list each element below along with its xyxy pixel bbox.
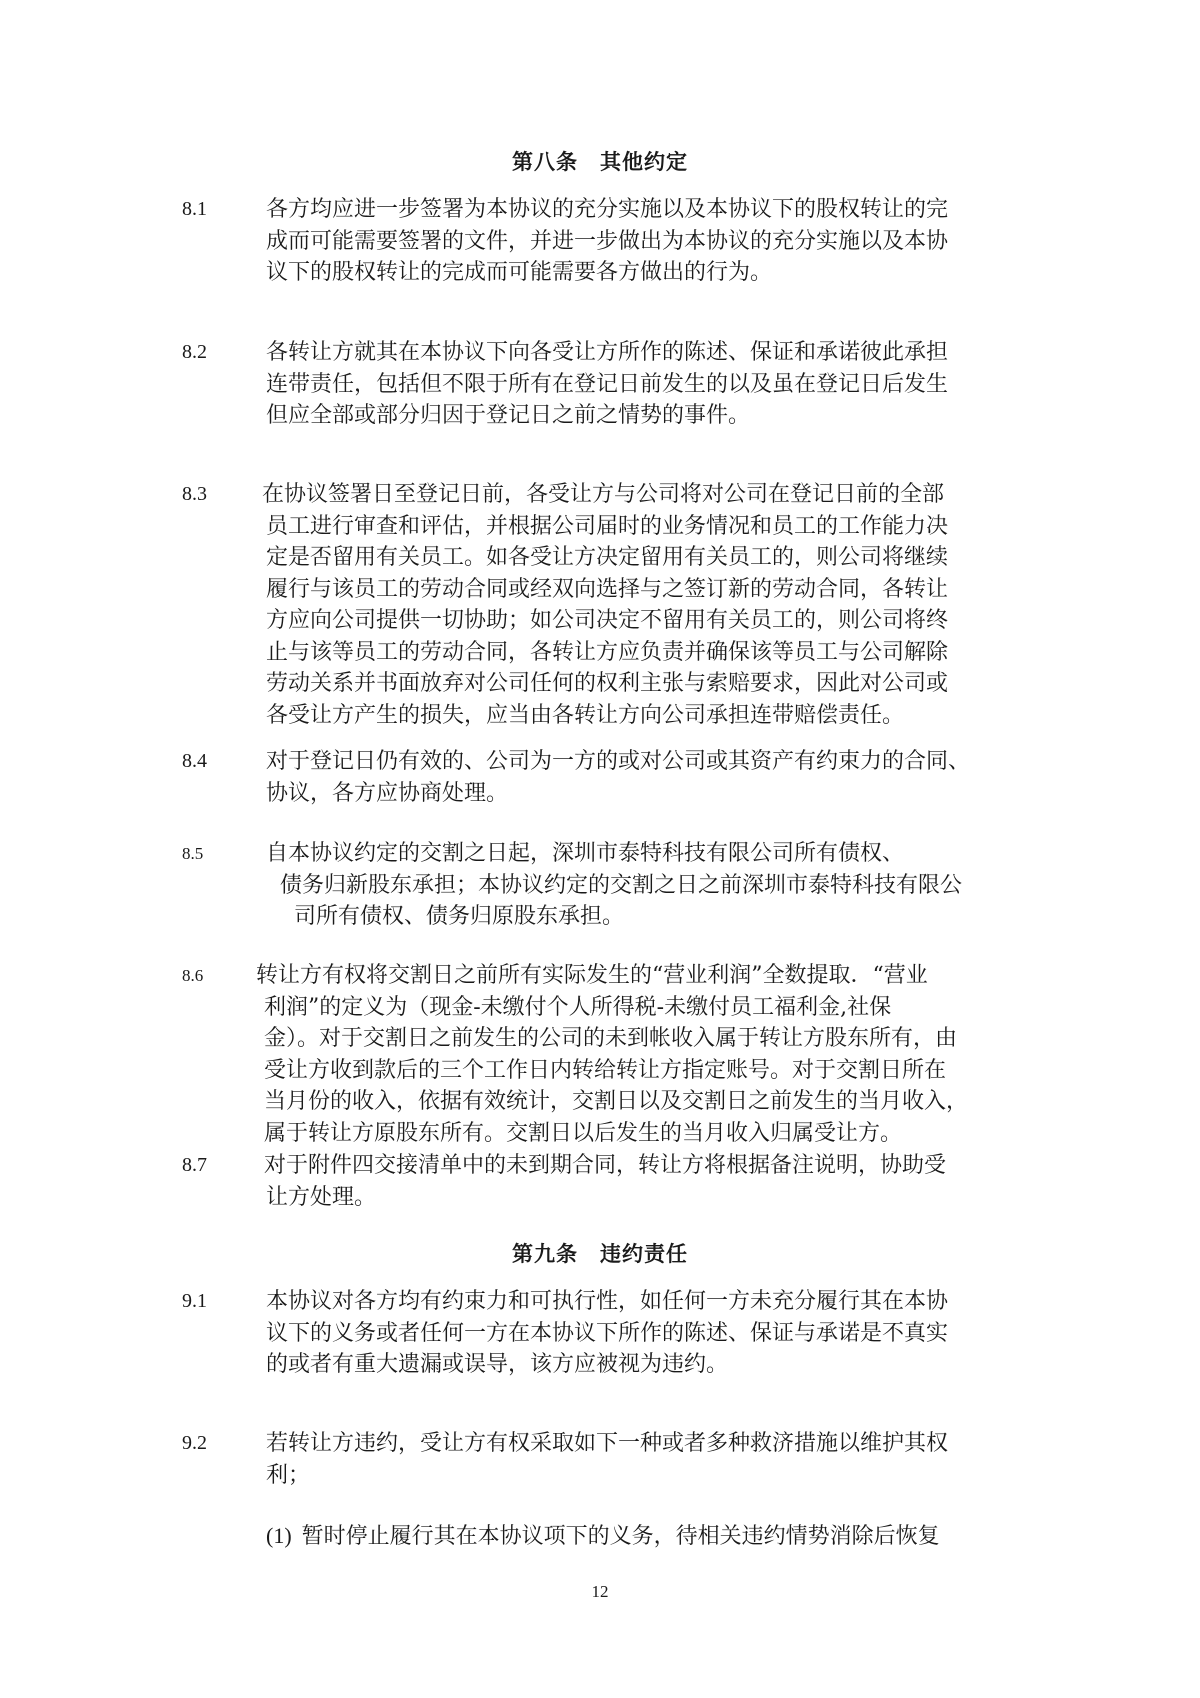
clause-number: 8.7 xyxy=(182,1154,207,1176)
clause-text xyxy=(262,479,1022,731)
text-line: 司所有债权、债务归原股东承担。 xyxy=(294,904,625,929)
text-line: 止与该等员工的劳动合同，各转让方应负责并确保该等员工与公司解除 xyxy=(266,639,949,665)
clause-text xyxy=(264,1150,1024,1213)
text-line: 但应全部或部分归因于登记日之前之情势的事件。 xyxy=(266,403,751,428)
clause-text xyxy=(266,838,1026,933)
text-line: 利润”的定义为（现金-未缴付个人所得税-未缴付员工福利金,社保 xyxy=(264,994,892,1020)
text-line: 议下的义务或者任何一方在本协议下所作的陈述、保证与承诺是不真实 xyxy=(266,1320,949,1346)
clause-text xyxy=(266,1286,1026,1381)
clause-text xyxy=(256,960,1016,1149)
clause-number: 9.2 xyxy=(182,1432,207,1454)
text-line: 议下的股权转让的完成而可能需要各方做出的行为。 xyxy=(266,260,773,285)
text-line: 让方处理。 xyxy=(266,1184,377,1210)
text-line: 劳动关系并书面放弃对公司任何的权利主张与索赔要求，因此对公司或 xyxy=(266,671,949,696)
text-line: 成而可能需要签署的文件，并进一步做出为本协议的充分实施以及本协 xyxy=(266,228,949,254)
article-8-heading: 第八条 其他约定 xyxy=(512,150,688,174)
text-line: 各转让方就其在本协议下向各受让方所作的陈述、保证和承诺彼此承担 xyxy=(266,340,949,365)
text-line: 协议，各方应协商处理。 xyxy=(266,780,509,806)
text-line: 各受让方产生的损失，应当由各转让方向公司承担连带赔偿责任。 xyxy=(266,702,905,728)
text-line: 员工进行审查和评估，并根据公司届时的业务情况和员工的工作能力决 xyxy=(266,513,949,539)
page-number: 12 xyxy=(591,1582,609,1601)
text-line: 债务归新股东承担；本协议约定的交割之日之前深圳市泰特科技有限公 xyxy=(280,872,963,898)
text-line xyxy=(266,1520,1066,1552)
text-line: 金）。对于交割日之前发生的公司的未到帐收入属于转让方股东所有，由 xyxy=(264,1026,958,1051)
clause-text xyxy=(266,337,1026,432)
text-line: 当月份的收入，依据有效统计，交割日以及交割日之前发生的当月收入， xyxy=(264,1089,969,1114)
text-line: 转让方有权将交割日之前所有实际发生的“营业利润”全数提取．“营业 xyxy=(256,963,928,988)
clause-number: 8.4 xyxy=(182,750,207,772)
text-line: 连带责任，包括但不限于所有在登记日前发生的以及虽在登记日后发生 xyxy=(266,371,949,397)
list-marker: (1) xyxy=(266,1523,292,1548)
text-line: 的或者有重大遗漏或误导，该方应被视为违约。 xyxy=(266,1352,729,1377)
text-line: 对于附件四交接清单中的未到期合同，转让方将根据备注说明，协助受 xyxy=(264,1153,947,1178)
clause-text xyxy=(266,194,1026,289)
clause-number: 8.6 xyxy=(182,966,204,985)
text-line: 受让方收到款后的三个工作日内转给转让方指定账号。对于交割日所在 xyxy=(264,1057,947,1083)
text-line: 方应向公司提供一切协助；如公司决定不留用有关员工的，则公司将终 xyxy=(266,608,949,633)
text-line: 履行与该员工的劳动合同或经双向选择与之签订新的劳动合同，各转让 xyxy=(266,576,949,602)
clause-number: 8.2 xyxy=(182,341,207,363)
article-9-heading: 第九条 违约责任 xyxy=(512,1242,688,1266)
clause-text xyxy=(266,1428,1026,1491)
clause-number: 8.3 xyxy=(182,483,207,505)
text-line: 若转让方违约，受让方有权采取如下一种或者多种救济措施以维护其权 xyxy=(266,1431,949,1456)
text-line: 自本协议约定的交割之日起，深圳市泰特科技有限公司所有债权、 xyxy=(266,841,905,866)
text-line: 本协议对各方均有约束力和可执行性，如任何一方未充分履行其在本协 xyxy=(266,1289,949,1314)
list-item-text xyxy=(266,1520,1066,1552)
text-line: 属于转让方原股东所有。交割日以后发生的当月收入归属受让方。 xyxy=(264,1120,903,1146)
text-line: 利； xyxy=(266,1462,311,1488)
text-line: 对于登记日仍有效的、公司为一方的或对公司或其资产有约束力的合同、 xyxy=(266,749,971,774)
text-line: 在协议签署日至登记日前，各受让方与公司将对公司在登记日前的全部 xyxy=(262,482,945,507)
clause-number: 9.1 xyxy=(182,1290,207,1312)
text-line: 定是否留用有关员工。如各受让方决定留用有关员工的，则公司将继续 xyxy=(266,545,949,570)
clause-number: 8.1 xyxy=(182,198,207,220)
list-item-content: 暂时停止履行其在本协议项下的义务，待相关违约情势消除后恢复 xyxy=(301,1524,940,1549)
clause-text xyxy=(266,746,1026,809)
text-line: 各方均应进一步签署为本协议的充分实施以及本协议下的股权转让的完 xyxy=(266,197,949,222)
clause-number: 8.5 xyxy=(182,844,204,863)
